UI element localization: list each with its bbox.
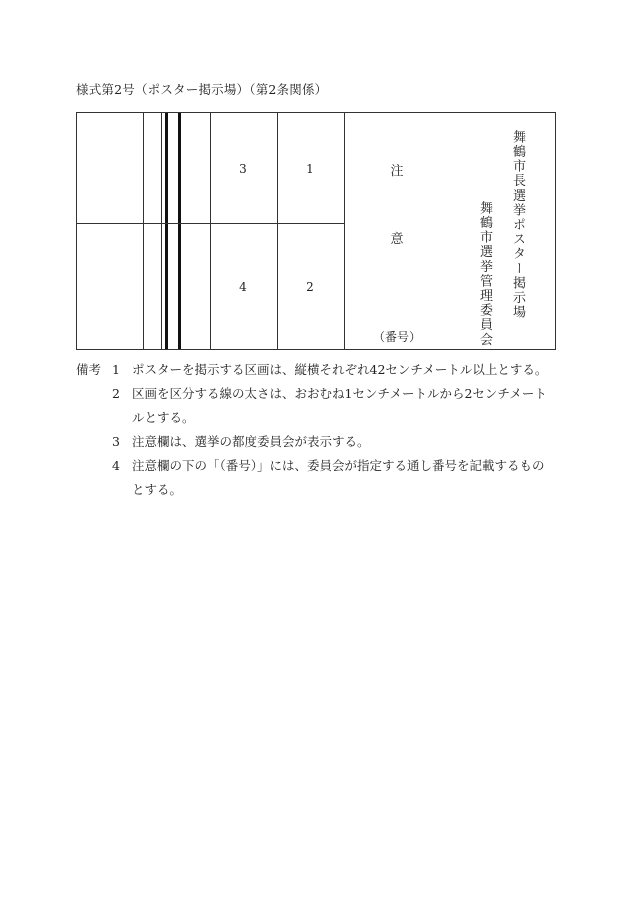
notice-char-chu: 注 — [390, 164, 404, 179]
remark-number: 4 — [112, 458, 120, 473]
cell-number-3: 3 — [239, 162, 247, 176]
remark-text: ポスターを掲示する区画は、縦横それぞれ42センチメートル以上とする。 — [132, 362, 548, 377]
remark-number: 1 — [112, 362, 120, 377]
remarks-label: 備考 — [76, 362, 102, 377]
remark-item — [76, 358, 554, 382]
poster-board-diagram — [76, 112, 556, 350]
remark-text: 区画を区分する線の太さは、おおむね1センチメートルから2センチメートルとする。 — [132, 386, 547, 425]
column-divider — [344, 113, 345, 349]
notice-char-i: 意 — [390, 232, 404, 247]
remark-number: 3 — [112, 434, 120, 449]
page-title: 様式第2号（ポスター掲示場）（第2条関係） — [76, 82, 328, 97]
remark-text: 注意欄の下の「（番号）」には、委員会が指定する通し番号を記載するものとする。 — [132, 458, 545, 497]
column-divider — [277, 113, 278, 349]
thick-divider — [178, 113, 181, 349]
thick-divider — [165, 113, 168, 349]
remarks-section — [76, 358, 554, 502]
notice-number-label: （番号） — [373, 330, 422, 344]
vertical-committee-name: 舞鶴市選挙管理委員会 — [477, 201, 492, 347]
remark-item — [76, 430, 554, 454]
vertical-board-title: 舞鶴市長選挙ポスター掲示場 — [510, 130, 525, 320]
column-divider — [161, 113, 162, 349]
row-divider — [77, 223, 344, 224]
column-divider — [210, 113, 211, 349]
remark-item — [76, 454, 554, 502]
remark-item — [76, 382, 554, 430]
column-divider — [143, 113, 144, 349]
cell-number-4: 4 — [239, 280, 247, 294]
remark-text: 注意欄は、選挙の都度委員会が表示する。 — [132, 434, 370, 449]
cell-number-2: 2 — [306, 280, 314, 294]
remark-number: 2 — [112, 386, 120, 401]
cell-number-1: 1 — [306, 162, 314, 176]
